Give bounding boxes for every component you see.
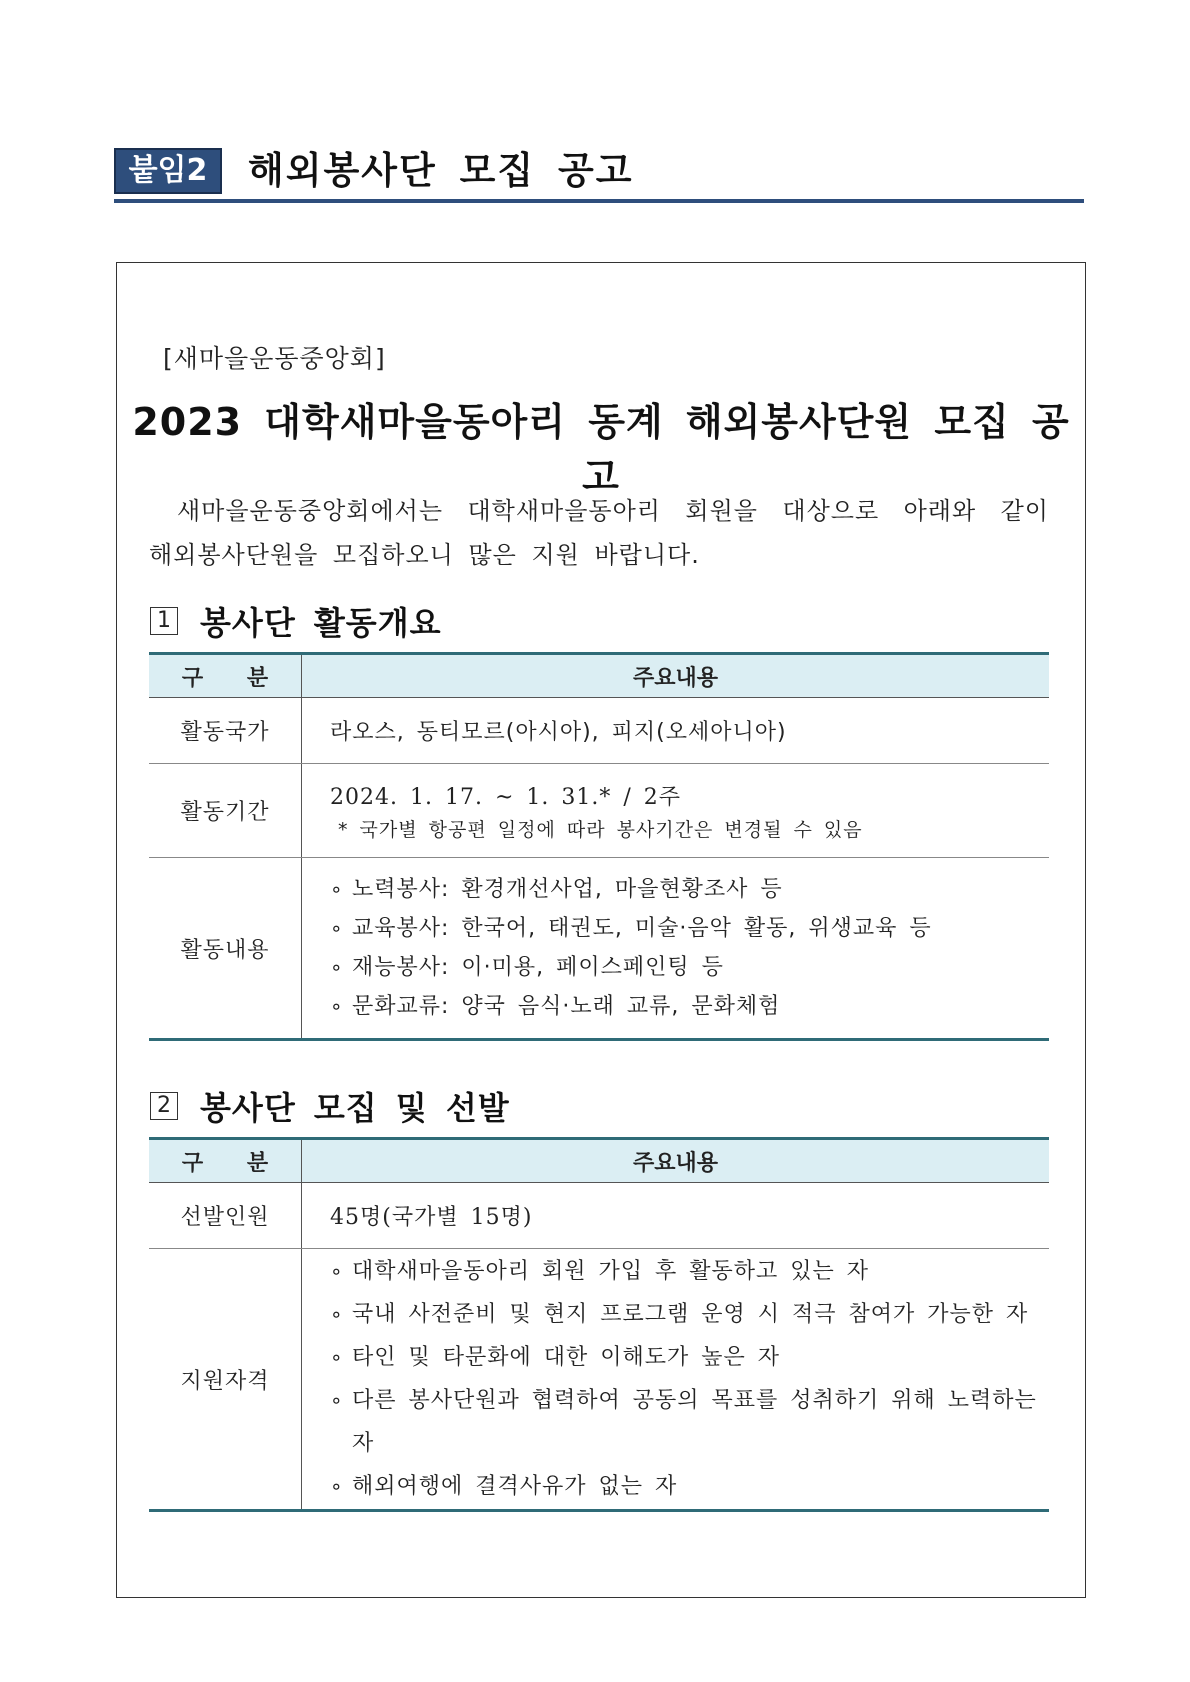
list-item: ∘ 문화교류: 양국 음식·노래 교류, 문화체험: [330, 987, 1048, 1026]
row-value-cell: [302, 1249, 1050, 1511]
period-footnote: * 국가별 항공편 일정에 따라 봉사기간은 변경될 수 있음: [338, 818, 863, 841]
attachment-badge: 붙임2: [114, 148, 222, 194]
notice-box: [116, 262, 1086, 1598]
intro-line-1: 새마을운동중앙회에서는 대학새마을동아리 회원을 대상으로 아래와 같이: [177, 497, 1049, 525]
table-row: [149, 1183, 1049, 1249]
section-1-table: [149, 652, 1049, 1041]
table-row: [149, 858, 1049, 1040]
table-header-row: [149, 1139, 1049, 1183]
section-2-heading: [150, 1083, 510, 1129]
list-item: ∘ 타인 및 타문화에 대한 이해도가 높은 자: [330, 1336, 1048, 1379]
row-value-cell: [302, 858, 1050, 1040]
table-header-row: [149, 654, 1049, 698]
intro-line-2: 해외봉사단원을 모집하오니 많은 지원 바랍니다.: [149, 541, 700, 569]
section-1-heading: [150, 598, 442, 644]
period-value: 2024. 1. 17. ~ 1. 31.* / 2주: [330, 784, 681, 810]
column-header-content: 주요내용: [302, 654, 1050, 698]
eligibility-list: [330, 1250, 1048, 1508]
table-row: [149, 1249, 1049, 1511]
intro-paragraph: [149, 489, 1049, 577]
list-item: ∘ 재능봉사: 이·미용, 페이스페인팅 등: [330, 948, 1048, 987]
activity-list: [330, 870, 1048, 1026]
row-label: 활동내용: [149, 858, 302, 1040]
notice-title: 2023 대학새마을동아리 동계 해외봉사단원 모집 공고: [132, 400, 1070, 499]
row-value: 라오스, 동티모르(아시아), 피지(오세아니아): [302, 698, 1050, 764]
column-header-content: 주요내용: [302, 1139, 1050, 1183]
column-header-category: 구 분: [149, 1139, 302, 1183]
list-item: ∘ 노력봉사: 환경개선사업, 마을현황조사 등: [330, 870, 1048, 909]
section-2-number: 2: [150, 1092, 178, 1120]
list-item: ∘ 해외여행에 결격사유가 없는 자: [330, 1465, 1048, 1508]
row-label: 지원자격: [149, 1249, 302, 1511]
row-label: 활동기간: [149, 764, 302, 858]
page-title: 해외봉사단 모집 공고: [248, 149, 634, 192]
organization-label: [새마을운동중앙회]: [163, 344, 386, 373]
row-label: 선발인원: [149, 1183, 302, 1249]
list-item: ∘ 교육봉사: 한국어, 태권도, 미술·음악 활동, 위생교육 등: [330, 909, 1048, 948]
list-item: ∘ 대학새마을동아리 회원 가입 후 활동하고 있는 자: [330, 1250, 1048, 1293]
header-divider: [114, 199, 1084, 203]
row-value: 45명(국가별 15명): [302, 1183, 1050, 1249]
section-1-title: 봉사단 활동개요: [200, 604, 442, 642]
section-2-title: 봉사단 모집 및 선발: [200, 1089, 510, 1127]
page-header: [114, 148, 1084, 204]
list-item: ∘ 국내 사전준비 및 현지 프로그램 운영 시 적극 참여가 가능한 자: [330, 1293, 1048, 1336]
column-header-category: 구 분: [149, 654, 302, 698]
section-2-table: [149, 1137, 1049, 1512]
table-row: [149, 698, 1049, 764]
section-1-number: 1: [150, 607, 178, 635]
row-value-cell: [302, 764, 1050, 858]
table-row: [149, 764, 1049, 858]
row-label: 활동국가: [149, 698, 302, 764]
list-item: ∘ 다른 봉사단원과 협력하여 공동의 목표를 성취하기 위해 노력하는 자: [330, 1379, 1048, 1465]
